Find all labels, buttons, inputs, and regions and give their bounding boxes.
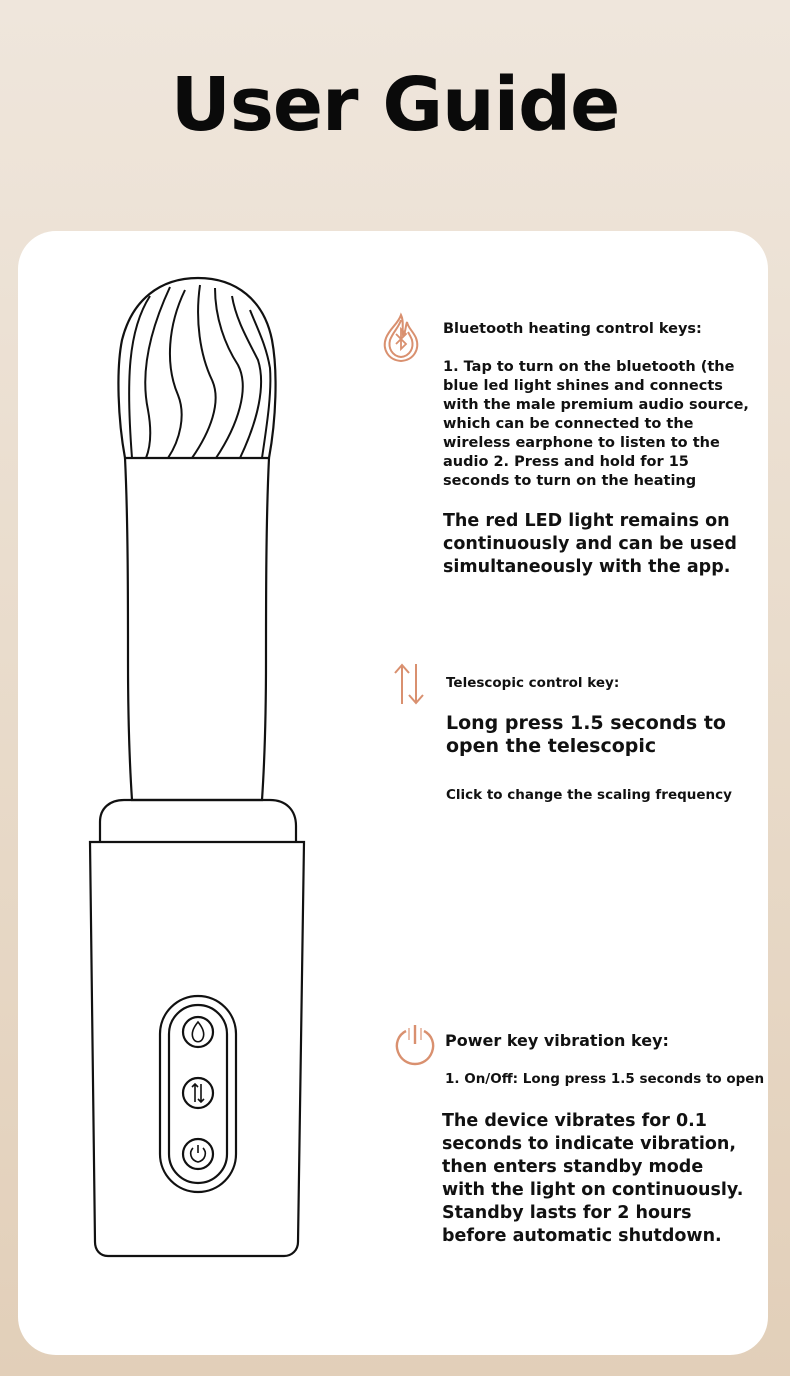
telescopic-heading: Telescopic control key:: [446, 675, 620, 691]
up-down-arrows-icon: [392, 660, 428, 708]
telescopic-body: Long press 1.5 seconds to open the telescopic: [446, 712, 726, 757]
power-icon: [392, 1020, 438, 1068]
power-heading: Power key vibration key:: [445, 1031, 669, 1050]
head-swirl-lines: [129, 285, 270, 458]
telescopic-note: Click to change the scaling frequency: [446, 787, 732, 803]
page-title: User Guide: [170, 62, 620, 148]
flame-bluetooth-icon: [380, 312, 422, 364]
power-body: 1. On/Off: Long press 1.5 seconds to open: [445, 1071, 765, 1087]
device-telescopic-button: [183, 1078, 213, 1108]
button-panel-inner: [169, 1005, 227, 1183]
device-shaft: [125, 458, 269, 800]
device-base: [90, 842, 304, 1256]
power-note: The device vibrates for 0.1 seconds to indicate vibration, then enters standby mode with the light on continuously. Standby lasts for 2 hours before automatic shutdown.: [442, 1111, 744, 1246]
device-power-button: [183, 1139, 213, 1169]
device-collar: [100, 800, 296, 842]
bluetooth-heading: Bluetooth heating control keys:: [443, 321, 702, 337]
bluetooth-note: The red LED light remains on continuously and can be used simultaneously with the app.: [443, 511, 737, 577]
bluetooth-body: 1. Tap to turn on the bluetooth (the blue led light shines and connects with the male premium audio source, which can be connected to the wireless earphone to listen to the audio 2. Press and hold for 15 seconds to turn on the heating: [443, 359, 749, 489]
